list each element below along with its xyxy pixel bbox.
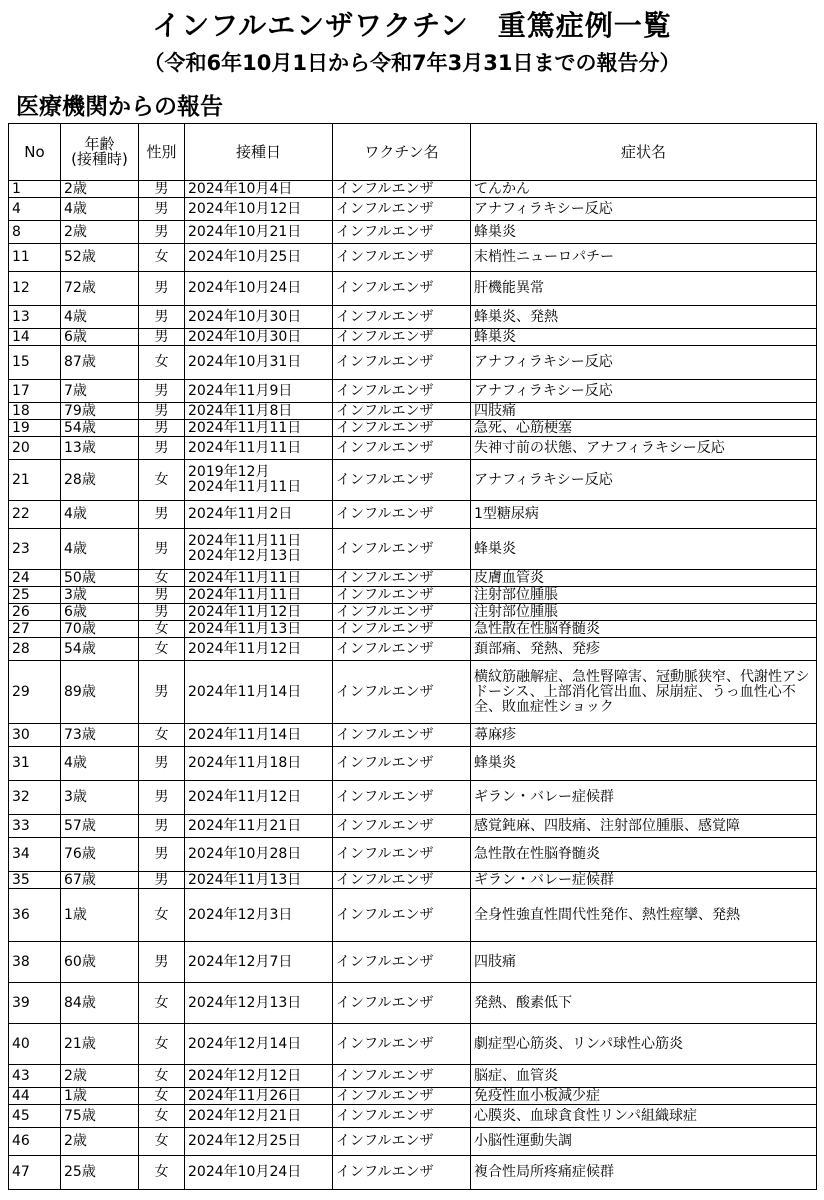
cell-sex: 男 <box>139 781 185 815</box>
cell-sex: 男 <box>139 587 185 604</box>
cell-no: 26 <box>9 604 61 621</box>
cell-age: 2歳 <box>61 1128 139 1156</box>
table-row <box>9 638 817 661</box>
cell-no: 4 <box>9 198 61 221</box>
cell-symptom: 頚部痛、発熱、発疹 <box>471 638 817 661</box>
cell-vaccine: インフルエンザ <box>333 221 471 244</box>
cell-sex: 男 <box>139 604 185 621</box>
cell-date: 2024年12月13日 <box>185 983 333 1024</box>
cell-age: 4歳 <box>61 306 139 329</box>
table-row <box>9 781 817 815</box>
cell-vaccine: インフルエンザ <box>333 329 471 346</box>
cell-symptom: 感覚鈍麻、四肢痛、注射部位腫脹、感覚障 <box>471 815 817 838</box>
header-sex: 性別 <box>139 124 185 181</box>
table-row <box>9 329 817 346</box>
cell-sex: 男 <box>139 838 185 872</box>
cell-vaccine: インフルエンザ <box>333 621 471 638</box>
cell-no: 44 <box>9 1088 61 1105</box>
table-row <box>9 1128 817 1156</box>
cell-date: 2024年10月28日 <box>185 838 333 872</box>
cell-date: 2024年10月24日 <box>185 1156 333 1190</box>
cell-symptom: 蕁麻疹 <box>471 724 817 747</box>
cell-sex: 男 <box>139 272 185 306</box>
cell-no: 12 <box>9 272 61 306</box>
cell-symptom: 小脳性運動失調 <box>471 1128 817 1156</box>
cell-age: 2歳 <box>61 181 139 198</box>
document-subtitle: （令和6年10月1日から令和7年3月31日までの報告分） <box>143 51 681 75</box>
cell-no: 46 <box>9 1128 61 1156</box>
cell-no: 39 <box>9 983 61 1024</box>
cell-vaccine: インフルエンザ <box>333 529 471 570</box>
cell-date: 2024年11月18日 <box>185 747 333 781</box>
cell-sex: 男 <box>139 181 185 198</box>
cell-sex: 男 <box>139 403 185 420</box>
table-row <box>9 181 817 198</box>
cell-date: 2024年11月12日 <box>185 638 333 661</box>
cell-date: 2024年10月31日 <box>185 346 333 380</box>
cell-symptom: 四肢痛 <box>471 403 817 420</box>
table-row <box>9 198 817 221</box>
document-title: インフルエンザワクチン 重篤症例一覧 <box>152 9 672 42</box>
table-row <box>9 942 817 983</box>
table-row <box>9 1088 817 1105</box>
table-row <box>9 724 817 747</box>
cell-vaccine: インフルエンザ <box>333 1105 471 1128</box>
cell-no: 23 <box>9 529 61 570</box>
cell-sex: 男 <box>139 815 185 838</box>
cell-no: 22 <box>9 501 61 529</box>
cell-date: 2024年12月3日 <box>185 889 333 942</box>
cell-symptom: 急性散在性脳脊髄炎 <box>471 838 817 872</box>
cell-vaccine: インフルエンザ <box>333 1088 471 1105</box>
cell-age: 52歳 <box>61 244 139 272</box>
cell-date: 2024年11月14日 <box>185 661 333 724</box>
cell-age: 73歳 <box>61 724 139 747</box>
cell-no: 25 <box>9 587 61 604</box>
table-row <box>9 306 817 329</box>
cell-age: 87歳 <box>61 346 139 380</box>
cell-age: 1歳 <box>61 889 139 942</box>
cell-symptom: ギラン・バレー症候群 <box>471 872 817 889</box>
header-age-note: (接種時) <box>71 150 128 168</box>
cell-symptom: アナフィラキシー反応 <box>471 346 817 380</box>
cell-age: 72歳 <box>61 272 139 306</box>
cell-age: 6歳 <box>61 329 139 346</box>
cell-no: 27 <box>9 621 61 638</box>
cell-no: 1 <box>9 181 61 198</box>
table-row <box>9 1065 817 1088</box>
cell-sex: 女 <box>139 1128 185 1156</box>
table-row <box>9 420 817 437</box>
table-row <box>9 661 817 724</box>
table-row <box>9 437 817 460</box>
header-vaccine: ワクチン名 <box>333 124 471 181</box>
cell-age: 79歳 <box>61 403 139 420</box>
cell-sex: 女 <box>139 460 185 501</box>
cell-vaccine: インフルエンザ <box>333 587 471 604</box>
cell-date: 2024年10月12日 <box>185 198 333 221</box>
cell-no: 14 <box>9 329 61 346</box>
cell-age: 4歳 <box>61 501 139 529</box>
header-age <box>61 124 139 181</box>
cell-sex: 男 <box>139 329 185 346</box>
cell-vaccine: インフルエンザ <box>333 501 471 529</box>
table-row <box>9 815 817 838</box>
cell-vaccine: インフルエンザ <box>333 420 471 437</box>
cell-vaccine: インフルエンザ <box>333 181 471 198</box>
cell-date: 2024年10月25日 <box>185 244 333 272</box>
cell-age: 70歳 <box>61 621 139 638</box>
cell-sex: 男 <box>139 198 185 221</box>
table-row <box>9 1105 817 1128</box>
cell-vaccine: インフルエンザ <box>333 604 471 621</box>
cell-vaccine: インフルエンザ <box>333 570 471 587</box>
cell-symptom: 発熱、酸素低下 <box>471 983 817 1024</box>
cell-no: 45 <box>9 1105 61 1128</box>
table-row <box>9 747 817 781</box>
cell-no: 33 <box>9 815 61 838</box>
table-row <box>9 587 817 604</box>
table-row <box>9 889 817 942</box>
cell-sex: 女 <box>139 1024 185 1065</box>
cell-age: 4歳 <box>61 198 139 221</box>
cell-age: 4歳 <box>61 747 139 781</box>
cell-sex: 女 <box>139 1105 185 1128</box>
table-header-row <box>9 124 817 181</box>
cell-symptom: 蜂巣炎 <box>471 747 817 781</box>
cell-vaccine: インフルエンザ <box>333 437 471 460</box>
cell-date: 2024年11月12日 <box>185 781 333 815</box>
cell-no: 21 <box>9 460 61 501</box>
cell-vaccine: インフルエンザ <box>333 942 471 983</box>
cell-no: 18 <box>9 403 61 420</box>
cell-symptom: 注射部位腫脹 <box>471 587 817 604</box>
cell-vaccine: インフルエンザ <box>333 638 471 661</box>
table-row <box>9 983 817 1024</box>
cell-vaccine: インフルエンザ <box>333 661 471 724</box>
cell-sex: 男 <box>139 306 185 329</box>
cell-date: 2024年12月7日 <box>185 942 333 983</box>
cell-sex: 女 <box>139 621 185 638</box>
cell-sex: 女 <box>139 889 185 942</box>
table-row <box>9 621 817 638</box>
cell-sex: 男 <box>139 501 185 529</box>
cell-sex: 男 <box>139 437 185 460</box>
cell-date: 2024年11月26日 <box>185 1088 333 1105</box>
cell-date: 2024年11月14日 <box>185 724 333 747</box>
cell-age: 4歳 <box>61 529 139 570</box>
cell-date-line: 2019年12月 <box>188 464 270 480</box>
cell-no: 31 <box>9 747 61 781</box>
cell-date-line: 2024年11月11日 <box>188 479 302 495</box>
cell-no: 28 <box>9 638 61 661</box>
cell-date: 2024年10月21日 <box>185 221 333 244</box>
cell-symptom: 免疫性血小板減少症 <box>471 1088 817 1105</box>
table-row <box>9 872 817 889</box>
cell-age: 28歳 <box>61 460 139 501</box>
cell-age: 21歳 <box>61 1024 139 1065</box>
cell-date: 2024年10月30日 <box>185 306 333 329</box>
cell-no: 47 <box>9 1156 61 1190</box>
cell-symptom: 全身性強直性間代性発作、熱性痙攣、発熱 <box>471 889 817 942</box>
cell-symptom: 脳症、血管炎 <box>471 1065 817 1088</box>
table-row <box>9 380 817 403</box>
cell-no: 32 <box>9 781 61 815</box>
cell-sex: 男 <box>139 661 185 724</box>
cell-no: 40 <box>9 1024 61 1065</box>
cell-symptom: 蜂巣炎 <box>471 329 817 346</box>
cell-age: 2歳 <box>61 1065 139 1088</box>
cell-no: 15 <box>9 346 61 380</box>
cell-date: 2024年11月9日 <box>185 380 333 403</box>
cell-vaccine: インフルエンザ <box>333 306 471 329</box>
cell-no: 43 <box>9 1065 61 1088</box>
table-row <box>9 1156 817 1190</box>
cell-symptom: ギラン・バレー症候群 <box>471 781 817 815</box>
cell-age: 1歳 <box>61 1088 139 1105</box>
cell-sex: 女 <box>139 570 185 587</box>
cell-age: 6歳 <box>61 604 139 621</box>
cell-vaccine: インフルエンザ <box>333 403 471 420</box>
cell-vaccine: インフルエンザ <box>333 460 471 501</box>
cell-date: 2024年11月8日 <box>185 403 333 420</box>
cell-no: 8 <box>9 221 61 244</box>
cell-date: 2024年12月14日 <box>185 1024 333 1065</box>
header-no: No <box>9 124 61 181</box>
header-symptom: 症状名 <box>471 124 817 181</box>
cell-symptom: 失神寸前の状態、アナフィラキシー反応 <box>471 437 817 460</box>
cell-no: 34 <box>9 838 61 872</box>
cell-age: 76歳 <box>61 838 139 872</box>
cell-symptom: 心膜炎、血球貪食性リンパ組織球症 <box>471 1105 817 1128</box>
table-row <box>9 570 817 587</box>
cell-date: 2024年12月25日 <box>185 1128 333 1156</box>
cell-symptom: アナフィラキシー反応 <box>471 380 817 403</box>
cell-age: 60歳 <box>61 942 139 983</box>
cell-no: 19 <box>9 420 61 437</box>
cell-no: 35 <box>9 872 61 889</box>
cell-no: 29 <box>9 661 61 724</box>
cell-date: 2024年11月21日 <box>185 815 333 838</box>
cell-no: 13 <box>9 306 61 329</box>
header-date: 接種日 <box>185 124 333 181</box>
cell-symptom: 皮膚血管炎 <box>471 570 817 587</box>
cell-vaccine: インフルエンザ <box>333 872 471 889</box>
cell-vaccine: インフルエンザ <box>333 838 471 872</box>
cell-vaccine: インフルエンザ <box>333 781 471 815</box>
table-row <box>9 529 817 570</box>
cell-age: 75歳 <box>61 1105 139 1128</box>
cell-sex: 男 <box>139 420 185 437</box>
cell-vaccine: インフルエンザ <box>333 724 471 747</box>
cell-date: 2024年11月13日 <box>185 872 333 889</box>
cell-sex: 男 <box>139 942 185 983</box>
table-row <box>9 244 817 272</box>
cell-vaccine: インフルエンザ <box>333 346 471 380</box>
cell-symptom: 蜂巣炎 <box>471 529 817 570</box>
cell-vaccine: インフルエンザ <box>333 244 471 272</box>
cell-age: 3歳 <box>61 781 139 815</box>
cell-vaccine: インフルエンザ <box>333 889 471 942</box>
table-row <box>9 403 817 420</box>
cell-symptom: てんかん <box>471 181 817 198</box>
cell-vaccine: インフルエンザ <box>333 380 471 403</box>
cell-sex: 女 <box>139 724 185 747</box>
cell-vaccine: インフルエンザ <box>333 198 471 221</box>
cell-sex: 女 <box>139 638 185 661</box>
header-age-label: 年齢 <box>84 135 115 153</box>
cell-vaccine: インフルエンザ <box>333 1156 471 1190</box>
cell-date: 2024年11月13日 <box>185 621 333 638</box>
cell-vaccine: インフルエンザ <box>333 1128 471 1156</box>
cell-symptom: 1型糖尿病 <box>471 501 817 529</box>
cell-symptom: 急死、心筋梗塞 <box>471 420 817 437</box>
cell-age: 7歳 <box>61 380 139 403</box>
cell-age: 25歳 <box>61 1156 139 1190</box>
cell-symptom: 複合性局所疼痛症候群 <box>471 1156 817 1190</box>
cell-symptom: 四肢痛 <box>471 942 817 983</box>
cell-age: 13歳 <box>61 437 139 460</box>
cell-sex: 男 <box>139 529 185 570</box>
cell-sex: 男 <box>139 221 185 244</box>
cell-symptom: 劇症型心筋炎、リンパ球性心筋炎 <box>471 1024 817 1065</box>
table-row <box>9 838 817 872</box>
cell-sex: 男 <box>139 747 185 781</box>
section-heading: 医療機関からの報告 <box>16 94 223 120</box>
table-row <box>9 460 817 501</box>
cell-no: 20 <box>9 437 61 460</box>
cell-symptom: 末梢性ニューロパチー <box>471 244 817 272</box>
cell-date: 2024年12月21日 <box>185 1105 333 1128</box>
cell-sex: 女 <box>139 1065 185 1088</box>
cell-symptom: 注射部位腫脹 <box>471 604 817 621</box>
cell-age: 84歳 <box>61 983 139 1024</box>
cell-no: 38 <box>9 942 61 983</box>
cell-sex: 男 <box>139 872 185 889</box>
table-row <box>9 221 817 244</box>
table-body <box>9 181 817 1190</box>
cell-age: 67歳 <box>61 872 139 889</box>
cell-symptom: アナフィラキシー反応 <box>471 198 817 221</box>
cell-symptom: 蜂巣炎、発熱 <box>471 306 817 329</box>
cell-date: 2024年10月30日 <box>185 329 333 346</box>
cell-no: 30 <box>9 724 61 747</box>
cell-sex: 女 <box>139 983 185 1024</box>
cell-symptom: 肝機能異常 <box>471 272 817 306</box>
cell-vaccine: インフルエンザ <box>333 272 471 306</box>
cell-age: 50歳 <box>61 570 139 587</box>
cell-date <box>185 529 333 570</box>
table-row <box>9 346 817 380</box>
cell-vaccine: インフルエンザ <box>333 983 471 1024</box>
cell-date: 2024年11月11日 <box>185 420 333 437</box>
cell-age: 3歳 <box>61 587 139 604</box>
table-row <box>9 272 817 306</box>
cell-symptom: アナフィラキシー反応 <box>471 460 817 501</box>
cell-sex: 女 <box>139 1156 185 1190</box>
cell-age: 54歳 <box>61 638 139 661</box>
cell-age: 57歳 <box>61 815 139 838</box>
cell-no: 36 <box>9 889 61 942</box>
cell-age: 54歳 <box>61 420 139 437</box>
cell-date: 2024年10月24日 <box>185 272 333 306</box>
cell-date: 2024年11月11日 <box>185 570 333 587</box>
cell-vaccine: インフルエンザ <box>333 1024 471 1065</box>
cell-age: 89歳 <box>61 661 139 724</box>
cell-vaccine: インフルエンザ <box>333 815 471 838</box>
cell-symptom: 蜂巣炎 <box>471 221 817 244</box>
case-table <box>8 123 817 1190</box>
cell-symptom: 急性散在性脳脊髄炎 <box>471 621 817 638</box>
cell-date-line: 2024年12月13日 <box>188 548 302 564</box>
cell-date: 2024年11月11日 <box>185 587 333 604</box>
cell-date: 2024年11月2日 <box>185 501 333 529</box>
cell-age: 2歳 <box>61 221 139 244</box>
cell-no: 17 <box>9 380 61 403</box>
table-row <box>9 501 817 529</box>
cell-sex: 男 <box>139 380 185 403</box>
cell-sex: 女 <box>139 346 185 380</box>
cell-sex: 女 <box>139 244 185 272</box>
cell-no: 24 <box>9 570 61 587</box>
cell-vaccine: インフルエンザ <box>333 747 471 781</box>
cell-date: 2024年10月4日 <box>185 181 333 198</box>
cell-date: 2024年11月11日 <box>185 437 333 460</box>
cell-date <box>185 460 333 501</box>
cell-date-line: 2024年11月11日 <box>188 533 302 549</box>
table-row <box>9 604 817 621</box>
table-row <box>9 1024 817 1065</box>
cell-vaccine: インフルエンザ <box>333 1065 471 1088</box>
cell-symptom: 横紋筋融解症、急性腎障害、冠動脈狭窄、代謝性アシドーシス、上部消化管出血、尿崩症、うっ血性心不全、敗血症性ショック <box>471 661 817 724</box>
cell-no: 11 <box>9 244 61 272</box>
cell-date: 2024年11月12日 <box>185 604 333 621</box>
cell-date: 2024年12月12日 <box>185 1065 333 1088</box>
cell-sex: 女 <box>139 1088 185 1105</box>
